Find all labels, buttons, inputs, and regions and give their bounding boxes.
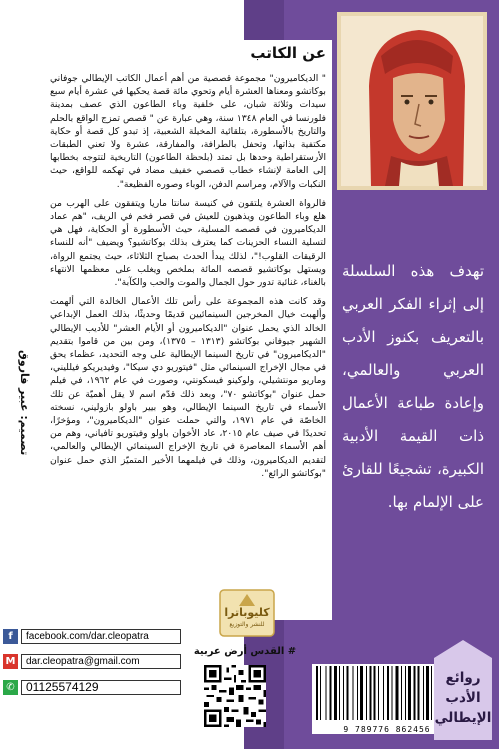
- portrait-drawing: [341, 16, 483, 186]
- qr-code[interactable]: [204, 665, 266, 727]
- design-credit: [17, 350, 31, 480]
- qr-code-icon: [204, 665, 266, 727]
- phone-icon: ✆: [3, 680, 18, 695]
- paragraph-2: فالرواة العشرة يلتقون في كنيسة سانتا ماريا ويتفقون على الهرب من هلع وباء الطاعون ويذهبون للعيش في قصر فخم في الريف، "هم عماد الديكاميرون في قصصه المسلية، حيث الأسطورة أو الحكاية، فهل هي لتسلية النساء الحزينات كما يعترف بذلك بوكاتشيو؟ ويضيف "أنه للنساء الرقيقات القلوب!"، لذلك يبدأ الحدث بصباح الثلاثاء، حيث يجتمع الرواة، ويستهل بوكاتشيو قصصه المائة بملخص ويغلب على معظمها الانتهاء بالغناء، غنائية تدور حول الجمال والموت والحب والكآبة".: [50, 197, 326, 289]
- badge-line-3: الإيطالي: [434, 710, 492, 726]
- facebook-link[interactable]: facebook.com/dar.cleopatra: [21, 629, 181, 644]
- email-link[interactable]: dar.cleopatra@gmail.com: [21, 654, 181, 669]
- email-contact[interactable]: [3, 654, 181, 669]
- paragraph-1: " الديكاميرون" مجموعة قصصية من أهم أعمال الكاتب الإيطالي جوفاني بوكاتشو ومعناها العشرة أيام وتحوي مائة قصة يحكيها في عشرة أيام سبع سيدات وثلاثة شبان، على خلفية وباء الطاعون الذي عصف بمدينة فلورنسا في العام ١٣٤٨ سنة، وهي عبارة عن " قصص تمزج الواقع بالحلم والتاريخ بالأسطورة، بتلقائية المخيلة الشعبية، إذ تبدو كل قصة أو حكاية مكتفية بذاتها، وتحفل بالطرافة، والمفارقة، عشرة ولا تعني الطبقات الأرستقراطية وحدها بل تمتد (بلحظة الطاعون) التاريخية لتتوجه بخطابها إلى العامة لإنشاء خطاب قصصي خفيف مضاد في تهكمه للواقع، حيث النكبات والآلام، ومراسم الدفن، الوباء وصوره الفظيعة".: [50, 73, 326, 190]
- barcode-number: 9 789776 862456: [343, 725, 431, 734]
- facebook-icon: f: [3, 629, 18, 644]
- about-author-section: [44, 40, 332, 620]
- author-portrait: [337, 12, 487, 190]
- badge-line-2: الأدب: [445, 690, 481, 706]
- badge-line-1: روائع: [445, 670, 481, 686]
- paragraph-3: وقد كانت هذه المجموعة على رأس تلك الأعمال الخالدة التي ألهمت وألهبت خيال المخرجين السينمائيين قديمًا وحديثًا، بذلك العمل الإبداعي الخالد الذي يحمل عنوان "الديكاميرون أو الأيام العشر" للأديب الإيطالي الشهير جيوفاني بوكاتشو (١٣١٣ – ١٣٧٥)، ومن بين من قاموا بتقديم "الديكاميرون" في تاريخ السينما الإيطالية على وجه التحديد، عظماء يحق في مجال الإخراج السينمائي مثل "فيتوريو دي سيكا"، وفيديريكو فيلليني، وماريو مونتشيلي، ولوكينو فيسكونتي، وصورت في عام ١٩٦٢، في فيلم حمل عنوان "بوكاتشو ٧٠"، وبعد ذلك قدّم اسم لا يقل أهميّة عن تلك الأسماء في تاريخ السينما الإيطالي، وهو بيير باولو بازوليني، نسخته الخاصّة في عام ١٩٧١، والتي حملت عنوان "الديكاميرون"، ومؤخرًا، تحديدًا في صيف عام ٢٠١٥، عاد الأخوان باولو وفيتوريو تافياني، وهم من أهم الأسماء المعاصرة في تاريخ الإخراج السينمائي الإيطالي والعالمي، لتقديم الديكاميرون، وذلك في فيلمهما الأخير المتميّز الذي حمل عنوان "بوكاتشو الرائع".: [50, 296, 326, 479]
- hashtag-text: # القدس أرض عربية: [193, 646, 297, 657]
- phone-number[interactable]: 01125574129: [21, 680, 181, 695]
- email-icon: M: [3, 654, 18, 669]
- series-badge-text: [434, 668, 492, 728]
- series-description: تهدف هذه السلسلة إلى إثراء الفكر العربي بالتعريف بكنوز الأدب العربي والعالمي، وإعادة طباعة الأعمال ذات القيمة الأدبية الكبيرة، تشجيعًا للقارئ على الإلمام بها.: [342, 262, 484, 511]
- publisher-logo-text: كليوباترا: [224, 606, 270, 619]
- publisher-logo: [218, 588, 276, 638]
- publisher-logo-sub: للنشر والتوزيع: [229, 621, 265, 628]
- section-title: عن الكاتب: [250, 44, 326, 62]
- phone-contact[interactable]: [3, 680, 181, 695]
- design-credit-text: تصميم: عبير فاروق: [18, 350, 31, 456]
- facebook-contact[interactable]: [3, 629, 181, 644]
